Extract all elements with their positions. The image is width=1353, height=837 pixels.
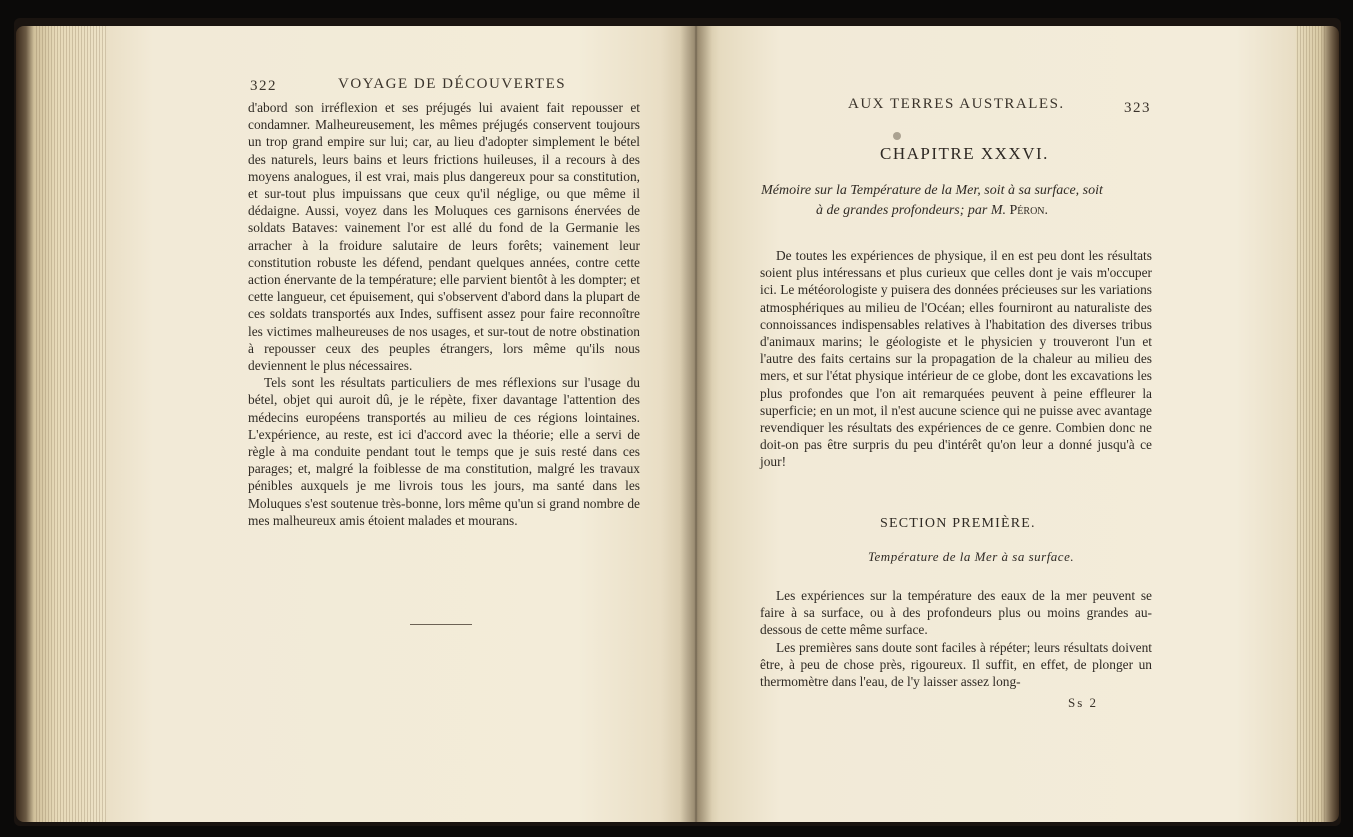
right-running-head: AUX TERRES AUSTRALES. xyxy=(848,96,1065,112)
left-paragraph-1: d'abord son irréflexion et ses préjugés lui avaient fait repousser et condamner. Malheureusement, les mêmes préjugés conservent toujours un trop grand empire sur lui; car, au lieu d'adopter simplement le bétel des naturels, leurs bains et leurs frictions huileuses, il a recours à des moyens analogues, il est vrai, mais plus dangereux pour sa constitution, et sur-tout plus impuissans que ceux qu'il néglige, ou que même il dédaigne. Aussi, voyez dans les Moluques ces garnisons énervées de soldats Bataves: vainement l'or est allé du fond de la Germanie les arracher à la froidure salutaire de leurs forêts; vainement leur constitution robuste les défend, pendant quelques années, contre cette action énervante de la température; elle parvient bientôt à les dompter; et cette langueur, cet épuisement, qui s'observent d'abord dans la plupart de ces soldats transportés aux Indes, suffisent assez pour faire reconnoître les victimes malheureuses de nos usages, et sur-tout de notre obstination à repousser ceux des peuples étrangers, lors même qu'ils nous deviennent le plus nécessaires. xyxy=(248,100,640,374)
intro-paragraph: De toutes les expériences de physique, il en est peu dont les résultats soient plus intéressans et plus curieux que celles dont je vais m'occuper ici. Le météorologiste y puisera des données précieuses sur les variations atmosphériques au milieu de l'Océan; elles fourniront au naturaliste des connoissances indispensables relatives à l'habitation des diverses tribus d'animaux marins; le géologiste et le physicien y trouveront l'un et l'autre des faits certains sur la propagation de la chaleur au milieu des mers, et sur l'état physique intérieur de ce globe, dont les excavations les plus profondes que l'on ait remarquées peuvent à peine effleurer la superficie; en un mot, il n'est aucune science qui ne puisse avec avantage revendiquer les résultats des expériences de ce genre. Combien donc ne doit-on pas être surpris du peu d'intérêt qu'on leur a donné jusqu'à ce jour! xyxy=(760,248,1152,470)
left-page-number: 322 xyxy=(250,78,277,94)
section-title: SECTION PREMIÈRE. xyxy=(880,516,1036,531)
left-running-head: VOYAGE DE DÉCOUVERTES xyxy=(338,76,567,92)
memoire-line-1: Mémoire sur la Température de la Mer, soit à sa surface, soit xyxy=(761,183,1103,198)
left-page-edges xyxy=(16,26,116,822)
section-end-rule xyxy=(410,624,472,625)
left-page-text xyxy=(248,99,640,529)
right-page-number: 323 xyxy=(1124,100,1151,116)
memoire-author: Péron. xyxy=(1009,203,1049,218)
section-subtitle: Température de la Mer à sa surface. xyxy=(868,549,1075,564)
section-paragraph-2: Les premières sans doute sont faciles à répéter; leurs résultats doivent être, à peu de chose près, rigoureux. Il suffit, en effet, de plonger un thermomètre dans l'eau, de l'y laisser assez long- xyxy=(760,639,1152,690)
chapter-title: CHAPITRE XXXVI. xyxy=(880,144,1049,163)
signature-mark: Ss 2 xyxy=(1068,695,1099,710)
memoire-line-2: à de grandes profondeurs; par M. xyxy=(815,203,1006,218)
book-gutter xyxy=(680,26,712,822)
memoire-heading xyxy=(722,181,1142,221)
left-paragraph-2: Tels sont les résultats particuliers de mes réflexions sur l'usage du bétel, objet qui auroit dû, je le répète, fixer davantage l'attention des médecins européens transportés au milieu de ces régions lointaines. L'expérience, au reste, est ici d'accord avec la théorie; elle a servi de règle à ma conduite pendant tout le temps que je suis resté dans ces parages; et, malgré la foiblesse de ma constitution, malgré les travaux pénibles auxquels je me livrois tous les jours, ma santé dans les Moluques s'est soutenue très-bonne, lors même qu'un si grand nombre de mes malheureux amis étoient malades et mourans. xyxy=(248,375,640,528)
intro-text xyxy=(760,247,1152,471)
ink-spot xyxy=(893,132,901,140)
section-text xyxy=(760,587,1152,690)
section-paragraph-1: Les expériences sur la température des eaux de la mer peuvent se faire à sa surface, ou à des profondeurs plus ou moins grandes au-dessous de cette même surface. xyxy=(760,588,1152,638)
